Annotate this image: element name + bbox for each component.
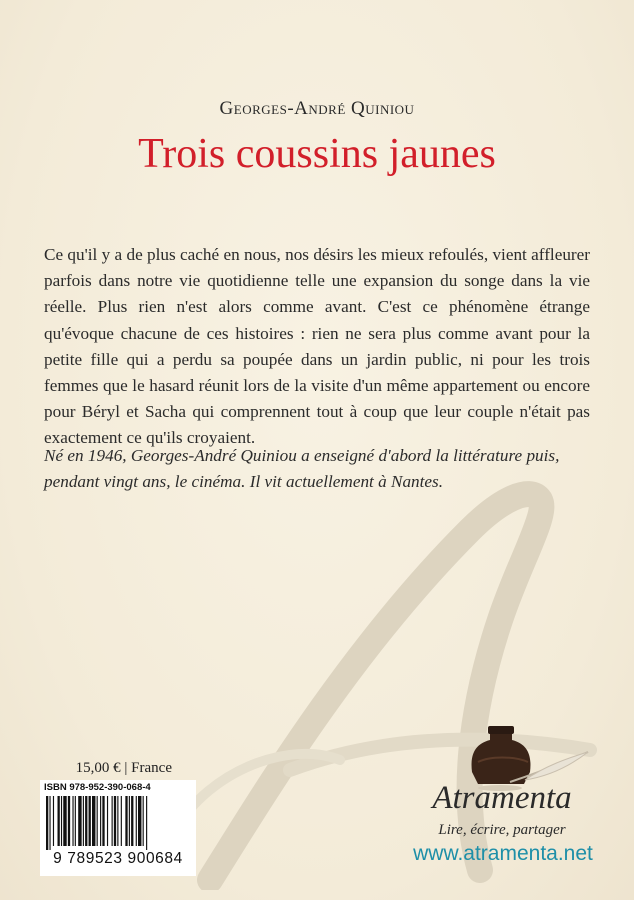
publisher-name: Atramenta xyxy=(432,780,572,816)
barcode-bar xyxy=(129,796,130,846)
barcode-bar xyxy=(146,796,147,850)
barcode-bar xyxy=(112,796,113,846)
barcode-bar xyxy=(121,796,122,846)
barcode-bar xyxy=(114,796,116,846)
barcode-bar xyxy=(136,796,137,846)
barcode-bar xyxy=(53,796,54,846)
publisher-website-link[interactable]: www.atramenta.net xyxy=(413,842,593,865)
barcode-bar xyxy=(92,796,95,846)
barcode-bar xyxy=(85,796,87,846)
barcode-bar xyxy=(78,796,81,846)
barcode-bar xyxy=(89,796,91,846)
barcode-bar xyxy=(100,796,101,846)
barcode-bar xyxy=(117,796,118,846)
barcode-bar xyxy=(75,796,76,846)
barcode-digits: 9 789523 900684 xyxy=(53,850,183,867)
barcode-bar xyxy=(49,796,50,850)
barcode-bar xyxy=(68,796,70,846)
publisher-tagline: Lire, écrire, partager xyxy=(438,822,566,838)
author-bio: Né en 1946, Georges-André Quiniou a enseigné d'abord la littérature puis, pendant vingt ans, le cinéma. Il vit actuellement à Nantes. xyxy=(44,446,560,491)
barcode-bar xyxy=(107,796,108,846)
barcode-bar xyxy=(138,796,141,846)
author-name: Georges-André Quiniou xyxy=(219,98,415,119)
barcode-bar xyxy=(143,796,144,846)
barcode-bar xyxy=(72,796,73,846)
isbn-label: ISBN 978-952-390-068-4 xyxy=(44,782,151,793)
barcode-bar xyxy=(97,796,98,846)
book-title: Trois coussins jaunes xyxy=(138,131,496,177)
barcode-bar xyxy=(83,796,84,846)
barcode-bar xyxy=(61,796,62,846)
barcode-bar xyxy=(63,796,66,846)
barcode-bar xyxy=(131,796,133,846)
barcode-bar xyxy=(46,796,48,850)
barcode-bar xyxy=(58,796,60,846)
price-label: 15,00 € | France xyxy=(75,760,172,776)
barcode-bar xyxy=(125,796,127,846)
barcode-bars xyxy=(46,796,190,850)
barcode xyxy=(40,780,196,876)
barcode-bar xyxy=(102,796,104,846)
book-blurb: Ce qu'il y a de plus caché en nous, nos désirs les mieux refoulés, vient affleurer parfois dans notre vie quotidienne telle une expansion du songe dans la vie réelle. Plus rien n'est alors comme avant. C'est ce phénomène étrange qu'évoque chacune de ces histoires : rien ne sera plus comme avant pour la petite fille qui a perdu sa poupée dans un jardin public, ni pour les trois femmes que le hasard réunit lors de la visite d'un même appartement ou encore pour Béryl et Sacha qui comprennent tout à coup que leur couple n'était pas exactement ce qu'ils croyaient. xyxy=(44,245,590,448)
